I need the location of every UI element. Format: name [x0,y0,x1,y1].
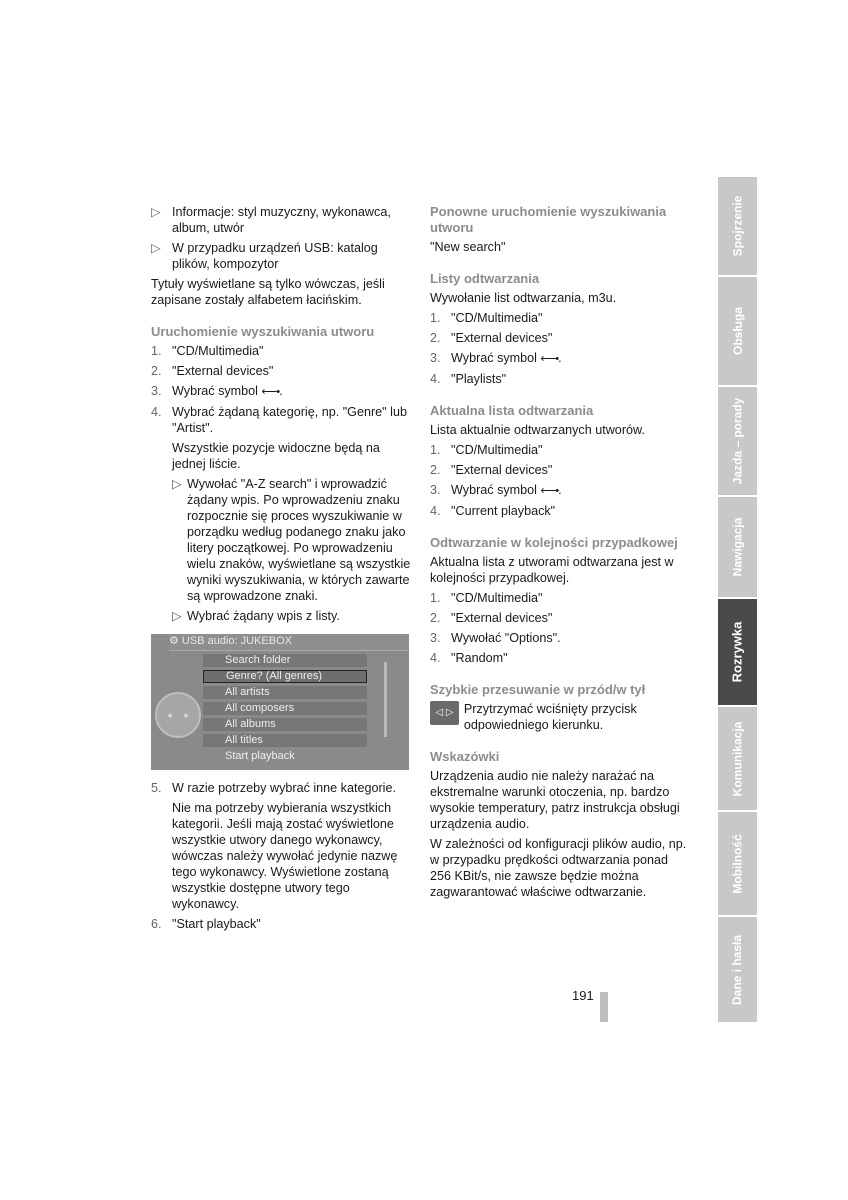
right-column: Ponowne uruchomienie wyszukiwania utworu "New search" Listy odtwarzania Wywołanie list odtwarzania, m3u. 1. "CD/Multimedia" 2. "External devices" 3. Wybrać symbol ⟵•. 4. "Playlists" Aktualna lista odtwarzania Lista aktualnie odtwarzanych utworów. 1. "CD/Multimedia" 2. "External devices" 3. Wybrać symbol ⟵•. 4. "Current playback" Odtwarzanie w kolejności przypadkowej Aktualna lista z utworami odtwarzana jest w kolejności przypadkowej. 1. "CD/Multimedia" 2. "External devices" 3. Wywołać "Options". 4. "Random" Szybkie przesuwanie w przód/w tył ◁ ▷ Przytrzymać wciśnięty przycisk odpowiedniego kierunku. Wskazówki Urządzenia audio nie należy narażać na ekstremalne warunki otoczenia, np. bardzo wysokie temperatury, patrz instrukcja obsługi urządzenia audio. W zależności od konfiguracji plików audio, np. w przypadku prędkości odtwarzania ponad 256 KBit/s, nie zawsze będzie można zagwarantować właściwe odtwarzanie. [430,188,692,904]
step-number: 1. [430,591,441,605]
tab-label: Spojrzenie [730,195,745,257]
tab-obsluga[interactable] [718,277,757,385]
usb-icon: ⟵• [261,386,280,398]
section-heading: Listy odtwarzania [430,271,540,286]
bullet: ▷ Informacje: styl muzyczny, wykonawca, album, utwór [151,205,391,235]
controller-knob-icon: ◂ ▸ [155,692,201,738]
menu-item: All albums [203,718,367,731]
substep-text: Wybrać żądany wpis z listy. [187,609,340,623]
screen-title: ⚙ USB audio: JUKEBOX [169,634,409,651]
tab-rozrywka[interactable] [718,599,757,705]
section-heading: Uruchomienie wyszukiwania utworu [151,324,375,339]
step-text: "Random" [451,651,508,665]
step-text: "External devices" [451,463,553,477]
section-heading: Aktualna lista odtwarzania [430,403,594,418]
usb-icon: ⟵• [540,353,559,365]
section-heading: Szybkie przesuwanie w przód/w tył [430,682,646,697]
step-number: 4. [430,651,441,665]
step-number: 2. [430,611,441,625]
tab-nawigacja[interactable] [718,497,757,597]
tab-komunikacja[interactable] [718,707,757,810]
step-text: Wybrać żądaną kategorię, np. "Genre" lub "Artist". [172,405,407,435]
step-text: Wybrać symbol [451,483,537,497]
step-text: "CD/Multimedia" [451,311,543,325]
tab-label: Mobilność [730,833,745,894]
section-heading: Ponowne uruchomienie wyszukiwania utworu [430,204,667,235]
step-number: 4. [430,504,441,518]
paragraph: "New search" [430,240,506,254]
usb-icon: ⟵• [540,485,559,497]
paragraph: Przytrzymać wciśnięty przycisk odpowiedniego kierunku. [463,702,637,732]
tab-label: Komunikacja [730,721,745,796]
step-text: "CD/Multimedia" [172,344,264,358]
screen-title-text: USB audio: JUKEBOX [181,635,292,647]
step-number: 3. [430,631,441,645]
step-number: 6. [151,917,162,931]
step-text: "External devices" [172,364,274,378]
step-note: Nie ma potrzeby wybierania wszystkich kategorii. Jeśli mają zostać wyświetlone wszystkie utwory danego wykonawcy, wówczas należy wywołać jedynie nazwę tego wykonawcy. Wyświetlone zostaną wszystkie dostępne utwory tego wykonawcy. [172,801,398,911]
section-heading: Wskazówki [430,749,500,764]
left-column: ▷ Informacje: styl muzyczny, wykonawca, album, utwór ▷ W przypadku urządzeń USB: katalog plików, kompozytor Tytuły wyświetlane są tylko wówczas, jeśli zapisane zostały alfabetem łacińskim. Uruchomienie wyszukiwania utworu 1. "CD/Multimedia" 2. "External devices" 3. Wybrać symbol ⟵•. 4. Wybrać żądaną kategorię, np. "Genre" lub "Artist". Wszystkie pozycje widoczne będą na jednej liście. ▷ Wywołać "A-Z search" i wprowadzić żądany wpis. Po wprowadzeniu znaku rozpocznie się proces wyszukiwanie w porządku według podanego znaku jako litery początkowej. Po wprowadzeniu wielu znaków, wyświetlane są wszystkie wyniki wyszukiwania, w których zawarte są wprowadzone znaki. ▷ Wybrać żądany wpis z listy. ⚙ USB audio: JUKEBOX ◂ ▸ Search folder Genre? (All genres) All artists All composers All albums All titles Start playback 5. W razie potrzeby wybrać inne kategorie. Nie ma potrzeby wybierania wszystkich kategorii. Jeśli mają zostać wyświetlone wszystkie utwory danego wykonawcy, wówczas należy wywołać jedynie nazwę tego wykonawcy. Wyświetlone zostaną wszystkie dostępne utwory tego wykonawcy. 6. "Start playback" [151,204,413,936]
step-text: "External devices" [451,611,553,625]
step-number: 1. [430,311,441,325]
section-heading: Odtwarzanie w kolejności przypadkowej [430,535,678,550]
menu-item: All composers [203,702,367,715]
paragraph: Aktualna lista z utworami odtwarzana jest w kolejności przypadkowej. [430,555,674,585]
step-number: 2. [430,463,441,477]
tab-label: Rozrywka [729,621,745,683]
step-text: "Start playback" [172,917,261,931]
step-number: 4. [430,372,441,386]
step-number: 3. [151,384,162,398]
menu-item: All artists [203,686,367,699]
step-number: 2. [151,364,162,378]
step-number: 2. [430,331,441,345]
tab-spojrzenie[interactable] [718,177,757,275]
paragraph: Wywołanie list odtwarzania, m3u. [430,291,617,305]
menu-item: Search folder [203,654,367,667]
tab-jazda-porady[interactable] [718,387,757,495]
idrive-screenshot [151,634,409,770]
step-number: 4. [151,405,162,419]
step-text: Wybrać symbol [451,351,537,365]
step-number: 3. [430,351,441,365]
bullet-text: W przypadku urządzeń USB: katalog plików, kompozytor [172,241,378,271]
step-text: "CD/Multimedia" [451,591,543,605]
step-text: "Current playback" [451,504,556,518]
seek-buttons-icon: ◁ ▷ [430,701,459,725]
page-number: 191 [572,988,594,1003]
paragraph: Lista aktualnie odtwarzanych utworów. [430,423,645,437]
step-text: W razie potrzeby wybrać inne kategorie. [172,781,396,795]
menu-item: All titles [203,734,367,747]
tab-label: Dane i hasła [730,934,745,1005]
step-number: 1. [430,443,441,457]
step-text: "Playlists" [451,372,507,386]
tab-label: Jazda – porady [730,397,745,485]
bullet-text: Informacje: styl muzyczny, wykonawca, album, utwór [172,205,391,235]
step-number: 3. [430,483,441,497]
step-text: Wybrać symbol [172,384,258,398]
step-note: Wszystkie pozycje widoczne będą na jednej liście. [172,441,380,471]
tab-mobilnosc[interactable] [718,812,757,915]
tab-label: Obsługa [730,306,745,356]
page-marker [600,992,608,1022]
tab-label: Nawigacja [730,517,745,577]
step-text: "External devices" [451,331,553,345]
tab-dane-i-hasla[interactable] [718,917,757,1022]
step-number: 1. [151,344,162,358]
scrollbar [384,662,387,737]
step-text: Wywołać "Options". [451,631,561,645]
step-number: 5. [151,781,162,795]
menu-item-selected: Genre? (All genres) [203,670,367,683]
bullet: ▷ W przypadku urządzeń USB: katalog plików, kompozytor [151,241,378,271]
step-text: "CD/Multimedia" [451,443,543,457]
menu-item: Start playback [225,750,295,762]
note: Tytuły wyświetlane są tylko wówczas, jeśli zapisane zostały alfabetem łacińskim. [151,277,385,307]
paragraph: W zależności od konfiguracji plików audio, np. w przypadku prędkości odtwarzania ponad 256 KBit/s, nie zawsze będzie można zagwarantować właściwe odtwarzanie. [430,837,687,899]
substep-text: Wywołać "A-Z search" i wprowadzić żądany wpis. Po wprowadzeniu znaku rozpocznie się proces wyszukiwanie w porządku według podanego znaku jako litery początkowej. Po wprowadzeniu wielu znaków, wyświetlane są wszystkie wyniki wyszukiwania, w których zawarte są wprowadzone znaki. [187,477,411,603]
paragraph: Urządzenia audio nie należy narażać na ekstremalne warunki otoczenia, np. bardzo wysokie temperatury, patrz instrukcja obsługi urządzenia audio. [430,769,680,831]
